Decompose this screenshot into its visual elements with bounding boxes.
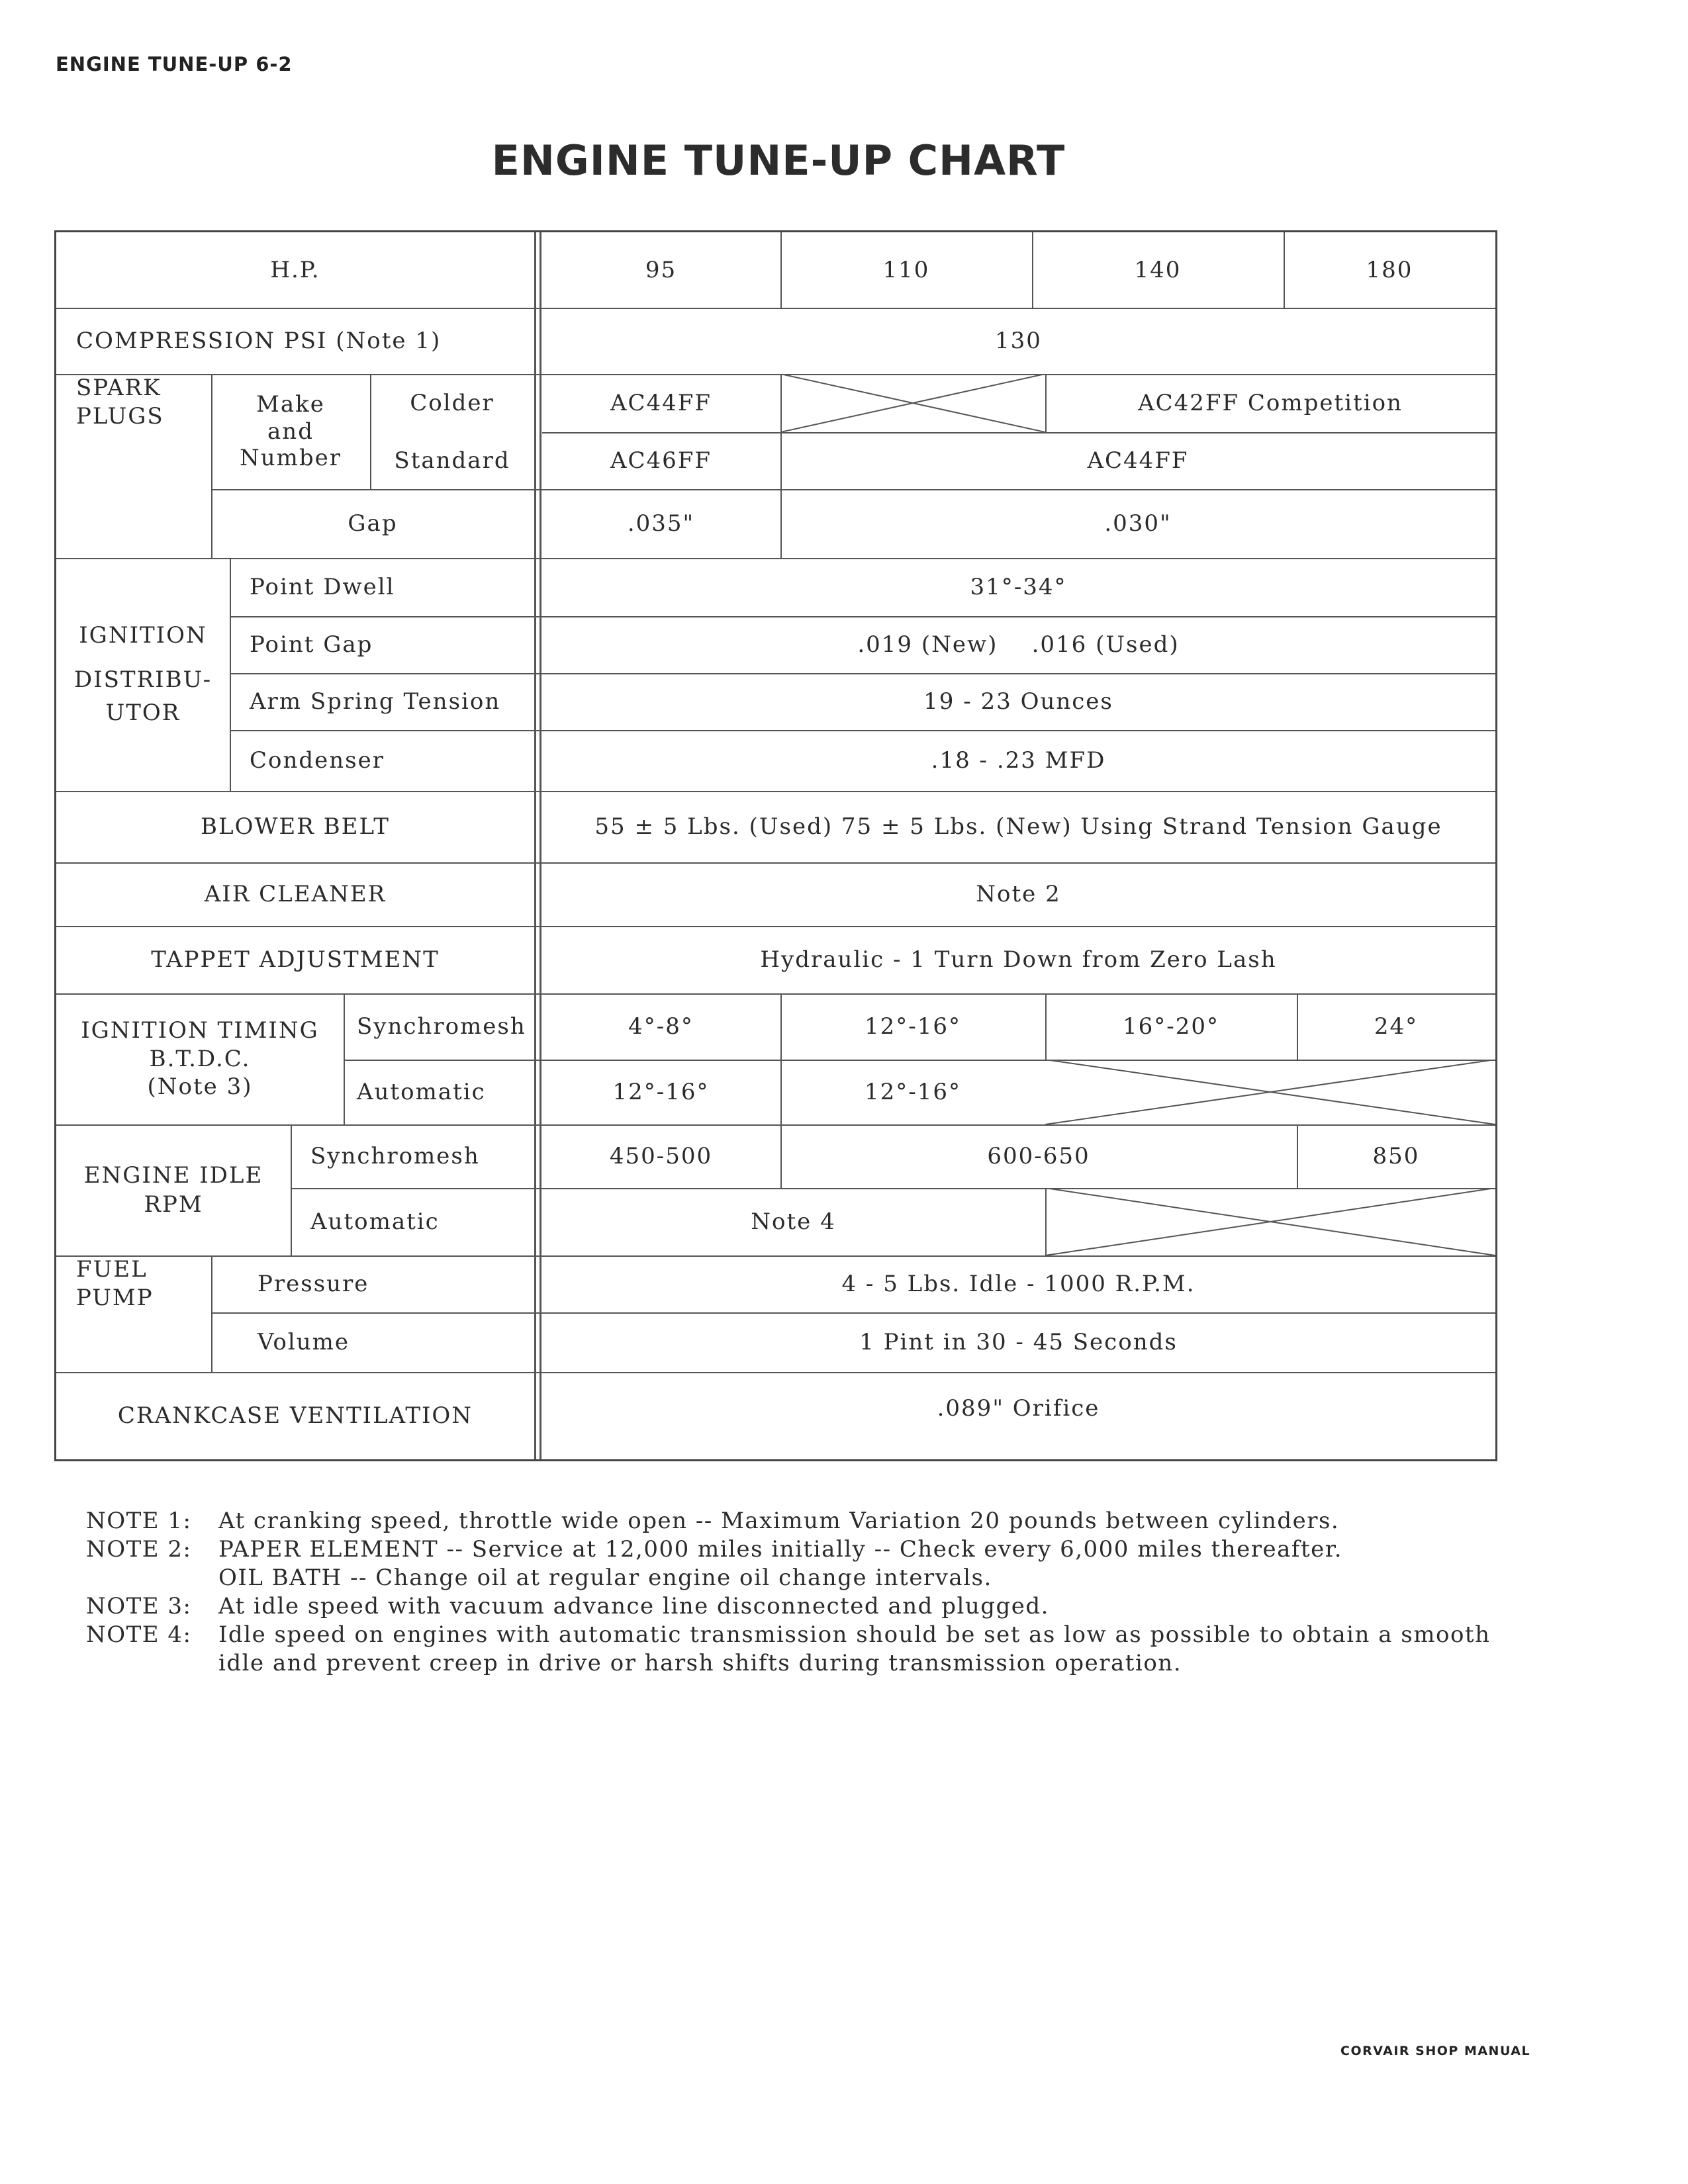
timing-synchromesh-140: 16°-20°: [1122, 1013, 1219, 1040]
idle-synchromesh-180: 850: [1372, 1142, 1420, 1169]
page-header: ENGINE TUNE-UP 6-2: [56, 53, 293, 75]
hp-value: 180: [1366, 256, 1413, 283]
tune-up-chart-table: [54, 230, 1497, 1461]
hp-value: 140: [1134, 256, 1182, 283]
gap-95: .035": [627, 510, 695, 537]
not-applicable-cross: [1045, 1188, 1495, 1255]
point-dwell-value: 31°-34°: [970, 573, 1067, 600]
note-label: NOTE 4:: [86, 1621, 192, 1648]
distributor-label-line: DISTRIBU-: [73, 666, 212, 694]
distributor-label-line: IGNITION: [79, 622, 207, 649]
gap-others: .030": [1104, 510, 1172, 537]
fuel-pressure-value: 4 - 5 Lbs. Idle - 1000 R.P.M.: [841, 1270, 1196, 1297]
standard-label: Standard: [394, 447, 510, 474]
note-label: NOTE 1:: [86, 1508, 192, 1534]
not-applicable-cross: [1045, 1060, 1495, 1124]
idle-label-line: ENGINE IDLE: [83, 1161, 263, 1189]
timing-label-line: IGNITION TIMING: [81, 1017, 319, 1044]
idle-automatic-label: Automatic: [310, 1208, 440, 1235]
note-text: Idle speed on engines with automatic transmission should be set as low as possible to obtain a smooth: [218, 1621, 1491, 1648]
timing-automatic-label: Automatic: [357, 1078, 486, 1105]
crankcase-ventilation-value: .089" Orifice: [937, 1394, 1100, 1422]
note-text: At idle speed with vacuum advance line disconnected and plugged.: [218, 1593, 1049, 1619]
fuel-pressure-label: Pressure: [258, 1270, 369, 1297]
timing-synchromesh-110: 12°-16°: [864, 1013, 961, 1040]
page-title: ENGINE TUNE-UP CHART: [491, 136, 1066, 185]
hp-value: 95: [645, 256, 677, 283]
idle-synchromesh-110-140: 600-650: [987, 1142, 1090, 1169]
hp-value: 110: [882, 256, 930, 283]
note-text: idle and prevent creep in drive or harsh shifts during transmission operation.: [218, 1650, 1182, 1676]
standard-plug-95: AC46FF: [610, 447, 712, 474]
timing-label-line: (Note 3): [147, 1073, 253, 1101]
fuel-volume-label: Volume: [258, 1328, 350, 1355]
blower-belt-value: 55 ± 5 Lbs. (Used) 75 ± 5 Lbs. (New) Using Strand Tension Gauge: [594, 813, 1442, 840]
colder-plug-95: AC44FF: [610, 389, 712, 416]
ignition-timing-label: [56, 993, 344, 1124]
tappet-adjustment-value: Hydraulic - 1 Turn Down from Zero Lash: [760, 946, 1277, 973]
note-text: OIL BATH -- Change oil at regular engine oil change intervals.: [218, 1565, 992, 1591]
timing-synchromesh-label: Synchromesh: [357, 1013, 526, 1040]
air-cleaner-value: Note 2: [976, 880, 1061, 907]
crankcase-ventilation-label: CRANKCASE VENTILATION: [117, 1402, 473, 1429]
idle-label-line: RPM: [144, 1191, 203, 1218]
distributor-label-line: UTOR: [105, 699, 181, 726]
compression-label: COMPRESSION PSI (Note 1): [76, 327, 442, 354]
footer-manual-name: CORVAIR SHOP MANUAL: [1340, 2044, 1531, 2058]
idle-synchromesh-95: 450-500: [609, 1142, 713, 1169]
point-dwell-label: Point Dwell: [250, 573, 395, 600]
engine-idle-rpm-label: [56, 1124, 291, 1255]
timing-automatic-95: 12°-16°: [612, 1078, 710, 1105]
colder-label: Colder: [410, 389, 494, 416]
timing-label-line: B.T.D.C.: [149, 1045, 251, 1072]
fuel-volume-value: 1 Pint in 30 - 45 Seconds: [859, 1328, 1178, 1355]
spark-plugs-label-line: SPARK: [76, 375, 162, 401]
idle-synchromesh-label: Synchromesh: [310, 1142, 480, 1169]
compression-value: 130: [995, 327, 1042, 354]
gap-label: Gap: [348, 510, 398, 537]
fuel-pump-label: [56, 1255, 211, 1372]
point-gap-value: .019 (New) .016 (Used): [857, 631, 1180, 658]
hp-label: H.P.: [270, 256, 320, 283]
note-text: PAPER ELEMENT -- Service at 12,000 miles initially -- Check every 6,000 miles thereafter.: [218, 1536, 1343, 1563]
note-label: NOTE 2:: [86, 1536, 192, 1563]
not-applicable-cross: [780, 374, 1045, 432]
colder-plug-140-180: AC42FF Competition: [1138, 389, 1403, 416]
tappet-adjustment-label: TAPPET ADJUSTMENT: [151, 946, 440, 973]
arm-spring-tension-value: 19 - 23 Ounces: [923, 688, 1113, 715]
blower-belt-label: BLOWER BELT: [201, 813, 390, 840]
spark-plugs-label: [56, 374, 211, 558]
timing-synchromesh-180: 24°: [1374, 1013, 1419, 1040]
note-label: NOTE 3:: [86, 1593, 192, 1619]
idle-automatic-95-110: Note 4: [751, 1208, 836, 1235]
condenser-label: Condenser: [250, 747, 385, 774]
note-text: At cranking speed, throttle wide open -- Maximum Variation 20 pounds between cylinders.: [218, 1508, 1340, 1534]
make-label-line: Make: [256, 390, 325, 418]
spark-plugs-label-line: PLUGS: [76, 402, 164, 430]
make-and-number-label: [211, 374, 370, 489]
ignition-distributor-label: [56, 558, 230, 791]
fuel-pump-label-line: PUMP: [76, 1284, 154, 1311]
point-gap-label: Point Gap: [250, 631, 373, 658]
make-label-line: and: [267, 418, 314, 445]
air-cleaner-label: AIR CLEANER: [204, 880, 387, 907]
make-label-line: Number: [239, 445, 342, 472]
condenser-value: .18 - .23 MFD: [931, 747, 1106, 774]
timing-synchromesh-95: 4°-8°: [628, 1013, 694, 1040]
standard-plug-others: AC44FF: [1087, 447, 1189, 474]
timing-automatic-110: 12°-16°: [864, 1078, 961, 1105]
fuel-pump-label-line: FUEL: [76, 1256, 148, 1283]
arm-spring-tension-label: Arm Spring Tension: [250, 688, 501, 715]
